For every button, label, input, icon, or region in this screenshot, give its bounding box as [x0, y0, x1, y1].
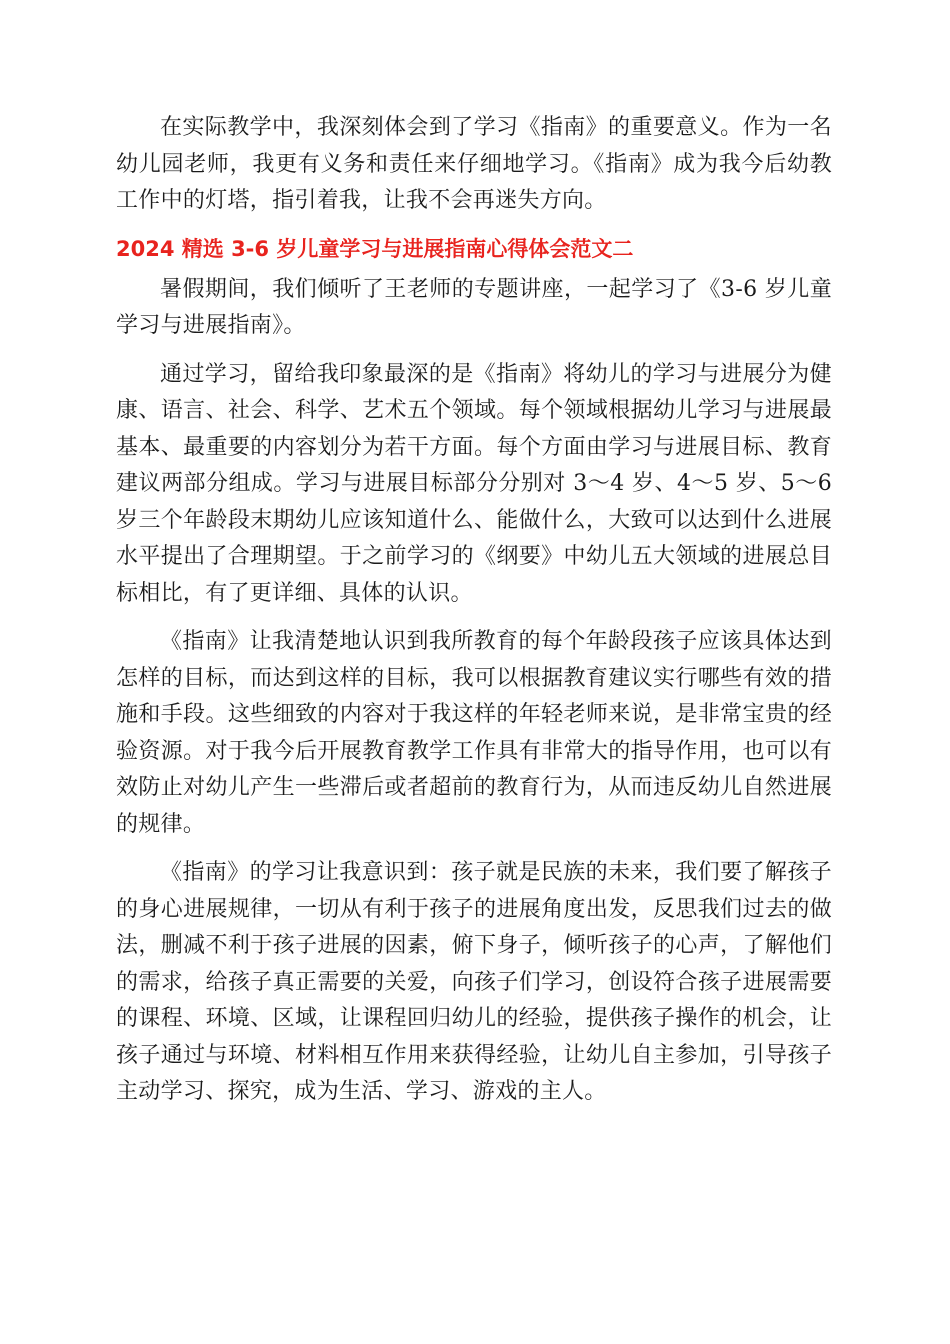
body-paragraph-4: 《指南》的学习让我意识到：孩子就是民族的未来，我们要了解孩子的身心进展规律，一切从有利于孩子的进展角度出发，反思我们过去的做法，删减不利于孩子进展的因素，俯下身子，倾听孩子的心声，了解他们的需求，给孩子真正需要的关爱，向孩子们学习，创设符合孩子进展需要的课程、环境、区域，让课程回归幼儿的经验，提供孩子操作的机会，让孩子通过与环境、材料相互作用来获得经验，让幼儿自主参加，引导孩子主动学习、探究，成为生活、学习、游戏的主人。 [116, 860, 832, 1104]
body-paragraph-1: 暑假期间，我们倾听了王老师的专题讲座，一起学习了《3-6 岁儿童学习与进展指南》。 [116, 276, 832, 338]
intro-paragraph: 在实际教学中，我深刻体会到了学习《指南》的重要意义。作为一名幼儿园老师，我更有义务和责任来仔细地学习。《指南》成为我今后幼教工作中的灯塔，指引着我，让我不会再迷失方向。 [116, 115, 832, 213]
section-heading: 2024 精选 3-6 岁儿童学习与进展指南心得体会范文二 [116, 236, 634, 261]
body-paragraph-3: 《指南》让我清楚地认识到我所教育的每个年龄段孩子应该具体达到怎样的目标，而达到这样的目标，我可以根据教育建议实行哪些有效的措施和手段。这些细致的内容对于我这样的年轻老师来说，是非常宝贵的经验资源。对于我今后开展教育教学工作具有非常大的指导作用，也可以有效防止对幼儿产生一些滞后或者超前的教育行为，从而违反幼儿自然进展的规律。 [116, 629, 832, 837]
document-body [116, 110, 832, 1111]
body-paragraph-2: 通过学习，留给我印象最深的是《指南》将幼儿的学习与进展分为健康、语言、社会、科学、艺术五个领域。每个领域根据幼儿学习与进展最基本、最重要的内容划分为若干方面。每个方面由学习与进展目标、教育建议两部分组成。学习与进展目标部分分别对 3～4 岁、4～5 岁、5～6 岁三个年龄段末期幼儿应该知道什么、能做什么，大致可以达到什么进展水平提出了合理期望。于之前学习的《纲要》中幼儿五大领域的进展总目标相比，有了更详细、具体的认识。 [116, 361, 832, 606]
